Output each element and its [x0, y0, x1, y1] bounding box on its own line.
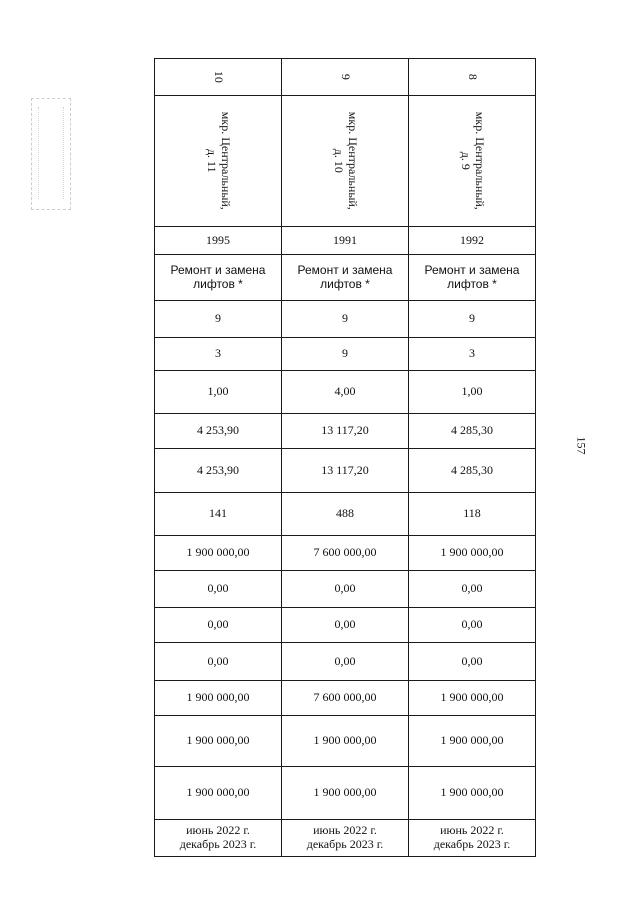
- work-type-cell: Ремонт и замена лифтов *: [282, 255, 409, 301]
- table-cell: 0,00: [409, 608, 536, 643]
- table-row-index: [155, 59, 536, 96]
- table-cell: 488: [282, 493, 409, 536]
- table-cell: 1 900 000,00: [409, 681, 536, 716]
- table-cell: 3: [409, 338, 536, 371]
- table-cell: 0,00: [155, 608, 282, 643]
- deadline-cell: июнь 2022 г. декабрь 2023 г.: [409, 820, 536, 857]
- work-type-cell: Ремонт и замена лифтов *: [155, 255, 282, 301]
- table-cell: 1 900 000,00: [409, 536, 536, 571]
- address-cell: мкр. Центральный, д. 10: [282, 96, 409, 227]
- table-row: [155, 536, 536, 571]
- year-cell: 1995: [155, 227, 282, 255]
- table-cell: 1 900 000,00: [155, 767, 282, 820]
- table-cell: 4 253,90: [155, 414, 282, 449]
- table-cell: 118: [409, 493, 536, 536]
- table-cell: 0,00: [282, 608, 409, 643]
- repair-schedule-table: [154, 58, 536, 857]
- work-type-cell: Ремонт и замена лифтов *: [409, 255, 536, 301]
- table-cell: 0,00: [282, 571, 409, 608]
- table-row-deadline: [155, 820, 536, 857]
- table-cell: 9: [282, 301, 409, 338]
- column-index-cell: 8: [409, 59, 536, 96]
- table-row: [155, 571, 536, 608]
- table-cell: 9: [409, 301, 536, 338]
- table-row: [155, 414, 536, 449]
- table-cell: 0,00: [155, 571, 282, 608]
- table-cell: 1 900 000,00: [155, 681, 282, 716]
- deadline-cell: июнь 2022 г. декабрь 2023 г.: [155, 820, 282, 857]
- table-cell: 1 900 000,00: [409, 716, 536, 767]
- address-cell: мкр. Центральный, д. 9: [409, 96, 536, 227]
- table-cell: 7 600 000,00: [282, 536, 409, 571]
- table-row-work-type: [155, 255, 536, 301]
- table-cell: 1 900 000,00: [282, 716, 409, 767]
- address-cell: мкр. Центральный, д. 11: [155, 96, 282, 227]
- table-cell: 4,00: [282, 371, 409, 414]
- table-cell: 0,00: [409, 643, 536, 681]
- stamp-mark: [31, 98, 71, 210]
- table-cell: 9: [282, 338, 409, 371]
- table-cell: 1 900 000,00: [282, 767, 409, 820]
- table-row: [155, 608, 536, 643]
- table-cell: 4 285,30: [409, 414, 536, 449]
- table-cell: 0,00: [409, 571, 536, 608]
- table-cell: 1,00: [409, 371, 536, 414]
- table-row: [155, 681, 536, 716]
- table-row: [155, 449, 536, 493]
- table-cell: 1 900 000,00: [155, 716, 282, 767]
- table-row-year: [155, 227, 536, 255]
- table-cell: 0,00: [282, 643, 409, 681]
- table-row: [155, 301, 536, 338]
- table-row: [155, 371, 536, 414]
- page-number: 157: [574, 436, 589, 455]
- table-cell: 9: [155, 301, 282, 338]
- table-row-address: [155, 96, 536, 227]
- table-cell: 141: [155, 493, 282, 536]
- deadline-cell: июнь 2022 г. декабрь 2023 г.: [282, 820, 409, 857]
- year-cell: 1991: [282, 227, 409, 255]
- year-cell: 1992: [409, 227, 536, 255]
- table-cell: 1 900 000,00: [155, 536, 282, 571]
- table-cell: 4 253,90: [155, 449, 282, 493]
- table-cell: 0,00: [155, 643, 282, 681]
- table-cell: 3: [155, 338, 282, 371]
- table-row: [155, 767, 536, 820]
- table-row: [155, 493, 536, 536]
- table-row: [155, 338, 536, 371]
- table-cell: 13 117,20: [282, 449, 409, 493]
- table-cell: 4 285,30: [409, 449, 536, 493]
- table-cell: 7 600 000,00: [282, 681, 409, 716]
- column-index-cell: 9: [282, 59, 409, 96]
- table-row: [155, 643, 536, 681]
- table-cell: 1 900 000,00: [409, 767, 536, 820]
- table-cell: 13 117,20: [282, 414, 409, 449]
- column-index-cell: 10: [155, 59, 282, 96]
- table-row: [155, 716, 536, 767]
- table-cell: 1,00: [155, 371, 282, 414]
